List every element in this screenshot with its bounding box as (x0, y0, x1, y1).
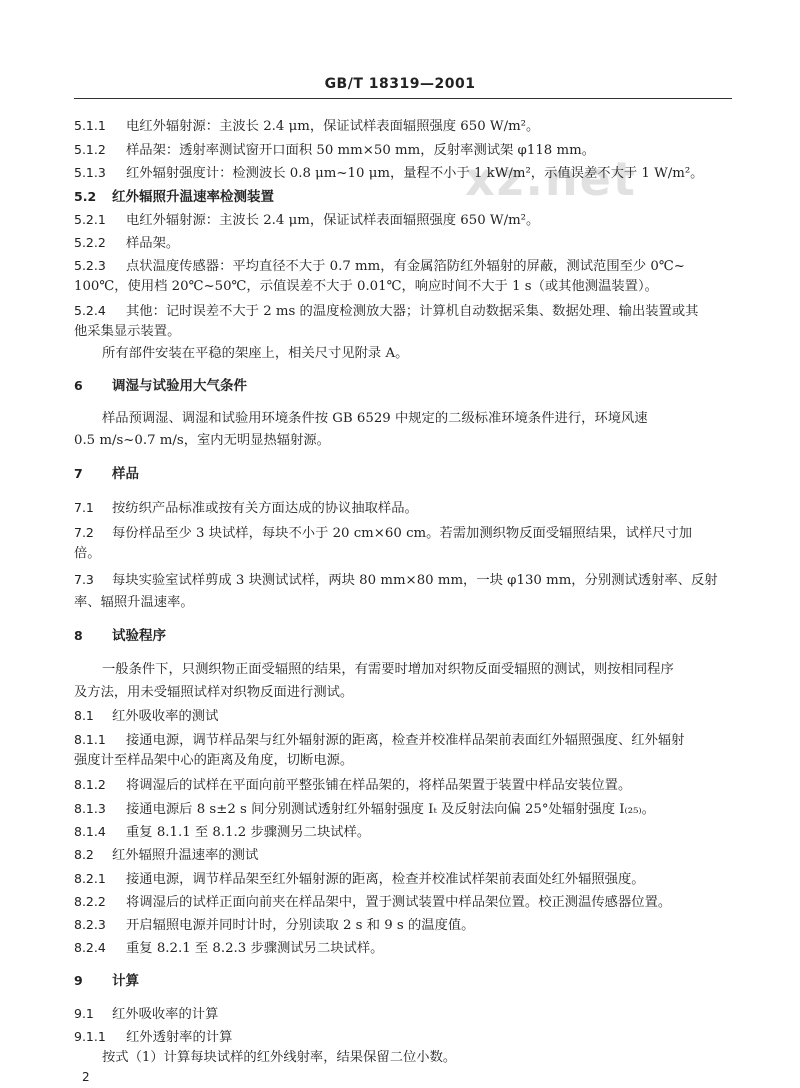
paragraph-line: 所有部件安装在平稳的架座上，相关尺寸见附录 A。 (102, 346, 409, 361)
subsection-heading: 8.2 红外辐照升温速率的测试 (74, 847, 259, 863)
section-heading: 7 样品 (74, 466, 139, 482)
paragraph-line: 按式（1）计算每块试样的红外线射率，结果保留二位小数。 (102, 1050, 457, 1065)
section-heading: 6 调湿与试验用大气条件 (74, 378, 247, 394)
paragraph-continuation: 及方法，用未受辐照试样对织物反面进行测试。 (74, 685, 354, 700)
section-heading: 5.2 红外辐照升温速率检测装置 (74, 189, 274, 205)
clause-line: 8.1.1 接通电源，调节样品架与红外辐射源的距离，检查并校准样品架前表面红外辐照强度、红外辐射 (74, 732, 685, 748)
clause-line: 5.1.3 红外辐射强度计：检测波长 0.8 μm~10 μm，量程不小于 1 kW/m²，示值误差不大于 1 W/m²。 (74, 165, 704, 181)
section-heading: 8 试验程序 (74, 628, 166, 644)
clause-line: 5.1.1 电红外辐射源：主波长 2.4 μm，保证试样表面辐照强度 650 W/m²。 (74, 118, 540, 134)
clause-line: 8.2.2 将调湿后的试样正面向前夹在样品架中，置于测试装置中样品架位置。校正测温传感器位置。 (74, 894, 672, 910)
clause-line: 8.2.1 接通电源，调节样品架至红外辐射源的距离，检查并校准试样架前表面处红外辐照强度。 (74, 871, 645, 887)
clause-line: 7.2 每份样品至少 3 块试样，每块不小于 20 cm×60 cm。若需加测织物反面受辐照结果，试样尺寸加 (74, 525, 693, 541)
clause-line: 8.1.3 接通电源后 8 s±2 s 间分别测试透射红外辐射强度 Iₜ 及反射法向偏 25°处辐射强度 I₍₂₅₎。 (74, 801, 655, 817)
subsection-heading: 8.1 红外吸收率的测试 (74, 708, 219, 724)
clause-line: 5.2.2 样品架。 (74, 235, 180, 251)
section-heading: 9 计算 (74, 973, 139, 989)
clause-line: 8.2.4 重复 8.2.1 至 8.2.3 步骤测试另二块试样。 (74, 940, 384, 956)
clause-line: 8.2.3 开启辐照电源并同时计时，分别读取 2 s 和 9 s 的温度值。 (74, 917, 475, 933)
clause-continuation: 100℃，使用档 20℃~50℃，示值误差不大于 0.01℃，响应时间不大于 1 s（或其他测温装置）。 (74, 279, 658, 294)
clause-line: 9.1.1 红外透射率的计算 (74, 1029, 233, 1045)
clause-continuation: 强度计至样品架中心的距离及角度，切断电源。 (74, 753, 354, 768)
page-number: 2 (82, 1070, 90, 1084)
clause-line: 5.2.4 其他：记时误差不大于 2 ms 的温度检测放大器；计算机自动数据采集、数据处理、输出装置或其 (74, 303, 699, 319)
paragraph-line: 一般条件下，只测织物正面受辐照的结果，有需要时增加对织物反面受辐照的测试，则按相同程序 (102, 662, 674, 677)
clause-line: 5.1.2 样品架：透射率测试窗开口面积 50 mm×50 mm，反射率测试架 φ118 mm。 (74, 142, 595, 158)
clause-continuation: 率、辐照升温速率。 (74, 595, 194, 610)
clause-line: 8.1.2 将调湿后的试样在平面向前平整张铺在样品架的，将样品架置于装置中样品安装位置。 (74, 777, 632, 793)
subsection-heading: 9.1 红外吸收率的计算 (74, 1006, 219, 1022)
clause-continuation: 他采集显示装置。 (74, 324, 181, 339)
clause-line: 8.1.4 重复 8.1.1 至 8.1.2 步骤测另二块试样。 (74, 824, 371, 840)
clause-line: 5.2.1 电红外辐射源：主波长 2.4 μm，保证试样表面辐照强度 650 W/m²。 (74, 212, 540, 228)
standard-header: GB/T 18319—2001 (324, 76, 476, 92)
clause-line: 5.2.3 点状温度传感器：平均直径不大于 0.7 mm，有金属箔防红外辐射的屏蔽，测试范围至少 0℃~ (74, 258, 685, 274)
clause-line: 7.1 按纺织产品标准或按有关方面达成的协议抽取样品。 (74, 500, 418, 516)
watermark: xz.net (465, 152, 637, 206)
header-rule (74, 98, 732, 99)
clause-line: 7.3 每块实验室试样剪成 3 块测试试样，两块 80 mm×80 mm，一块 φ130 mm，分别测试透射率、反射 (74, 572, 718, 588)
paragraph-line: 样品预调湿、调湿和试验用环境条件按 GB 6529 中规定的二级标准环境条件进行，环境风速 (102, 411, 648, 426)
paragraph-continuation: 0.5 m/s~0.7 m/s，室内无明显热辐射源。 (74, 433, 330, 448)
clause-continuation: 倍。 (74, 546, 101, 561)
